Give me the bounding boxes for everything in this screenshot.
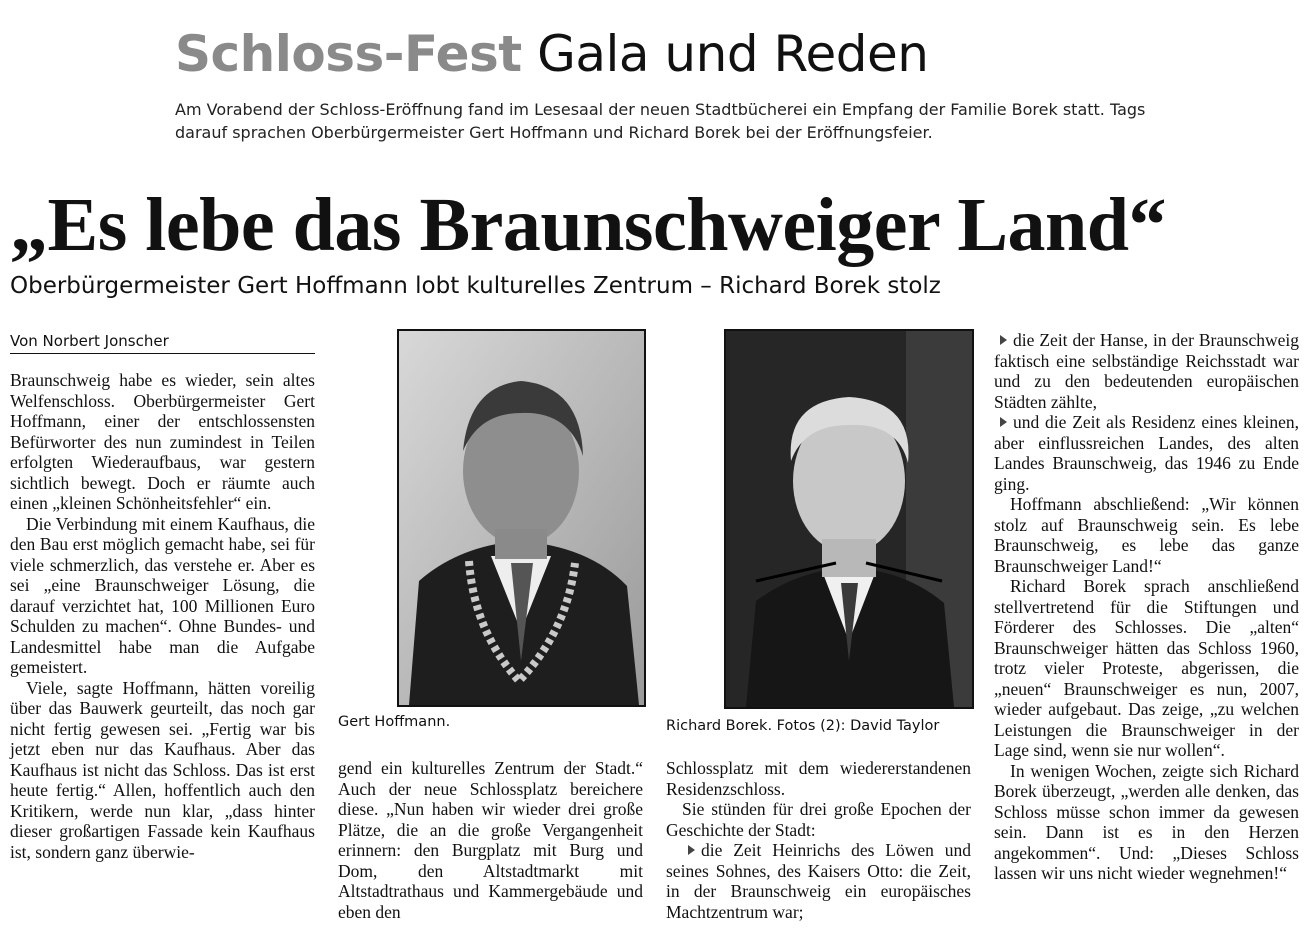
bullet-arrow-icon	[1000, 335, 1007, 345]
photo-caption-2: Richard Borek. Fotos (2): David Taylor	[666, 718, 940, 734]
bullet-text: die Zeit Heinrichs des Löwen und seines Sohnes, des Kaisers Otto: die Zeit, in der Braunschweig ein europäisches Machtzentrum war;	[666, 840, 971, 922]
bullet-item	[994, 412, 1299, 494]
paragraph: In wenigen Wochen, zeigte sich Richard Borek überzeugt, „werden alle denken, das Schloss müsse schon immer da gewesen sein. Dann ist es in den Herzen angekommen“. Und: „Dieses Schloss lassen wir uns nicht wieder wegnehmen!“	[994, 760, 1299, 883]
photo-richard-borek	[724, 329, 974, 709]
paragraph: Sie stünden für drei große Epochen der Geschichte der Stadt:	[666, 799, 971, 840]
paragraph: Braunschweig habe es wieder, sein altes Welfenschloss. Oberbürgermeister Gert Hoffmann, einer der entschlossensten Befürworter des nun zumindest in Teilen erfolgten Wiederaufbaus, war gestern sichtlich bewegt. Doch er räumte auch einen „kleinen Schönheitsfehler“ ein.	[10, 370, 315, 513]
article-column-3	[666, 758, 971, 922]
subheadline: Oberbürgermeister Gert Hoffmann lobt kulturelles Zentrum – Richard Borek stolz	[10, 273, 941, 299]
bullet-arrow-icon	[1000, 417, 1007, 427]
kicker-topic: Gala und Reden	[537, 25, 929, 83]
bullet-item	[994, 330, 1299, 412]
bullet-text: die Zeit der Hanse, in der Braunschweig faktisch eine selbständige Reichsstadt war und zu den bedeutenden europäischen Städten zählte,	[994, 330, 1299, 412]
headline: „Es lebe das Braunschweiger Land“	[10, 183, 1167, 267]
paragraph: Schlossplatz mit dem wiedererstandenen Residenzschloss.	[666, 758, 971, 799]
paragraph: Viele, sagte Hoffmann, hätten voreilig über das Bauwerk geurteilt, das noch gar nicht fertig gewesen sei. „Fertig war bis jetzt eben nur das Kaufhaus. Aber das Kaufhaus ist nicht das Schloss. Das ist erst heute fertig.“ Allen, hoffentlich auch den Kritikern, werde nun klar, „dass hinter dieser großartigen Fassade kein Kaufhaus ist, sondern ganz überwie-	[10, 677, 315, 862]
article-column-4	[994, 330, 1299, 884]
bullet-text: und die Zeit als Residenz eines kleinen, aber einflussreichen Landes, des alten Landes Braunschweig, das 1946 zu Ende ging.	[994, 412, 1299, 494]
paragraph: Die Verbindung mit einem Kaufhaus, die den Bau erst möglich gemacht habe, sei für viele schmerzlich, das verstehe er. Aber es sei „eine Braunschweiger Lösung, die darauf verzichtet hat, 100 Millionen Euro Schulden zu machen“. Ohne Bundes- und Landesmittel habe man die Aufgabe gemeistert.	[10, 513, 315, 677]
bullet-item	[666, 840, 971, 922]
paragraph: gend ein kulturelles Zentrum der Stadt.“ Auch der neue Schlossplatz bereichere diese. „Nun haben wir wieder drei große Plätze, die an die große Vergangenheit erinnern: den Burgplatz mit Burg und Dom, den Altstadtmarkt mit Altstadtrathaus und Kammergebäude und eben den	[338, 758, 643, 922]
article-column-1	[10, 370, 315, 862]
kicker-label: Schloss-Fest	[175, 25, 522, 83]
intro-text: Am Vorabend der Schloss-Eröffnung fand im Lesesaal der neuen Stadtbücherei ein Empfang der Familie Borek statt. Tags darauf sprachen Oberbürgermeister Gert Hoffmann und Richard Borek bei der Eröffnungsfeier.	[175, 100, 1146, 142]
paragraph: Richard Borek sprach anschließend stellvertretend für die Stiftungen und Förderer des Schlosses. Die „alten“ Braunschweiger hätten das Schloss 1960, trotz vieler Proteste, abgerissen, die „neuen“ Braunschweiger es nun, 2007, wieder aufgebaut. Das zeige, „zu welchen Leistungen die Braunschweiger in der Lage sind, wenn sie nur wollen“.	[994, 576, 1299, 760]
section-kicker	[175, 18, 928, 90]
article-column-2	[338, 758, 643, 922]
photo-caption-1: Gert Hoffmann.	[338, 714, 451, 730]
photo-gert-hoffmann	[397, 329, 646, 707]
bullet-arrow-icon	[688, 845, 695, 855]
paragraph: Hoffmann abschließend: „Wir können stolz auf Braunschweig sein. Es lebe Braunschweig, es lebe das ganze Braunschweiger Land!“	[994, 494, 1299, 576]
byline: Von Norbert Jonscher	[10, 330, 315, 354]
